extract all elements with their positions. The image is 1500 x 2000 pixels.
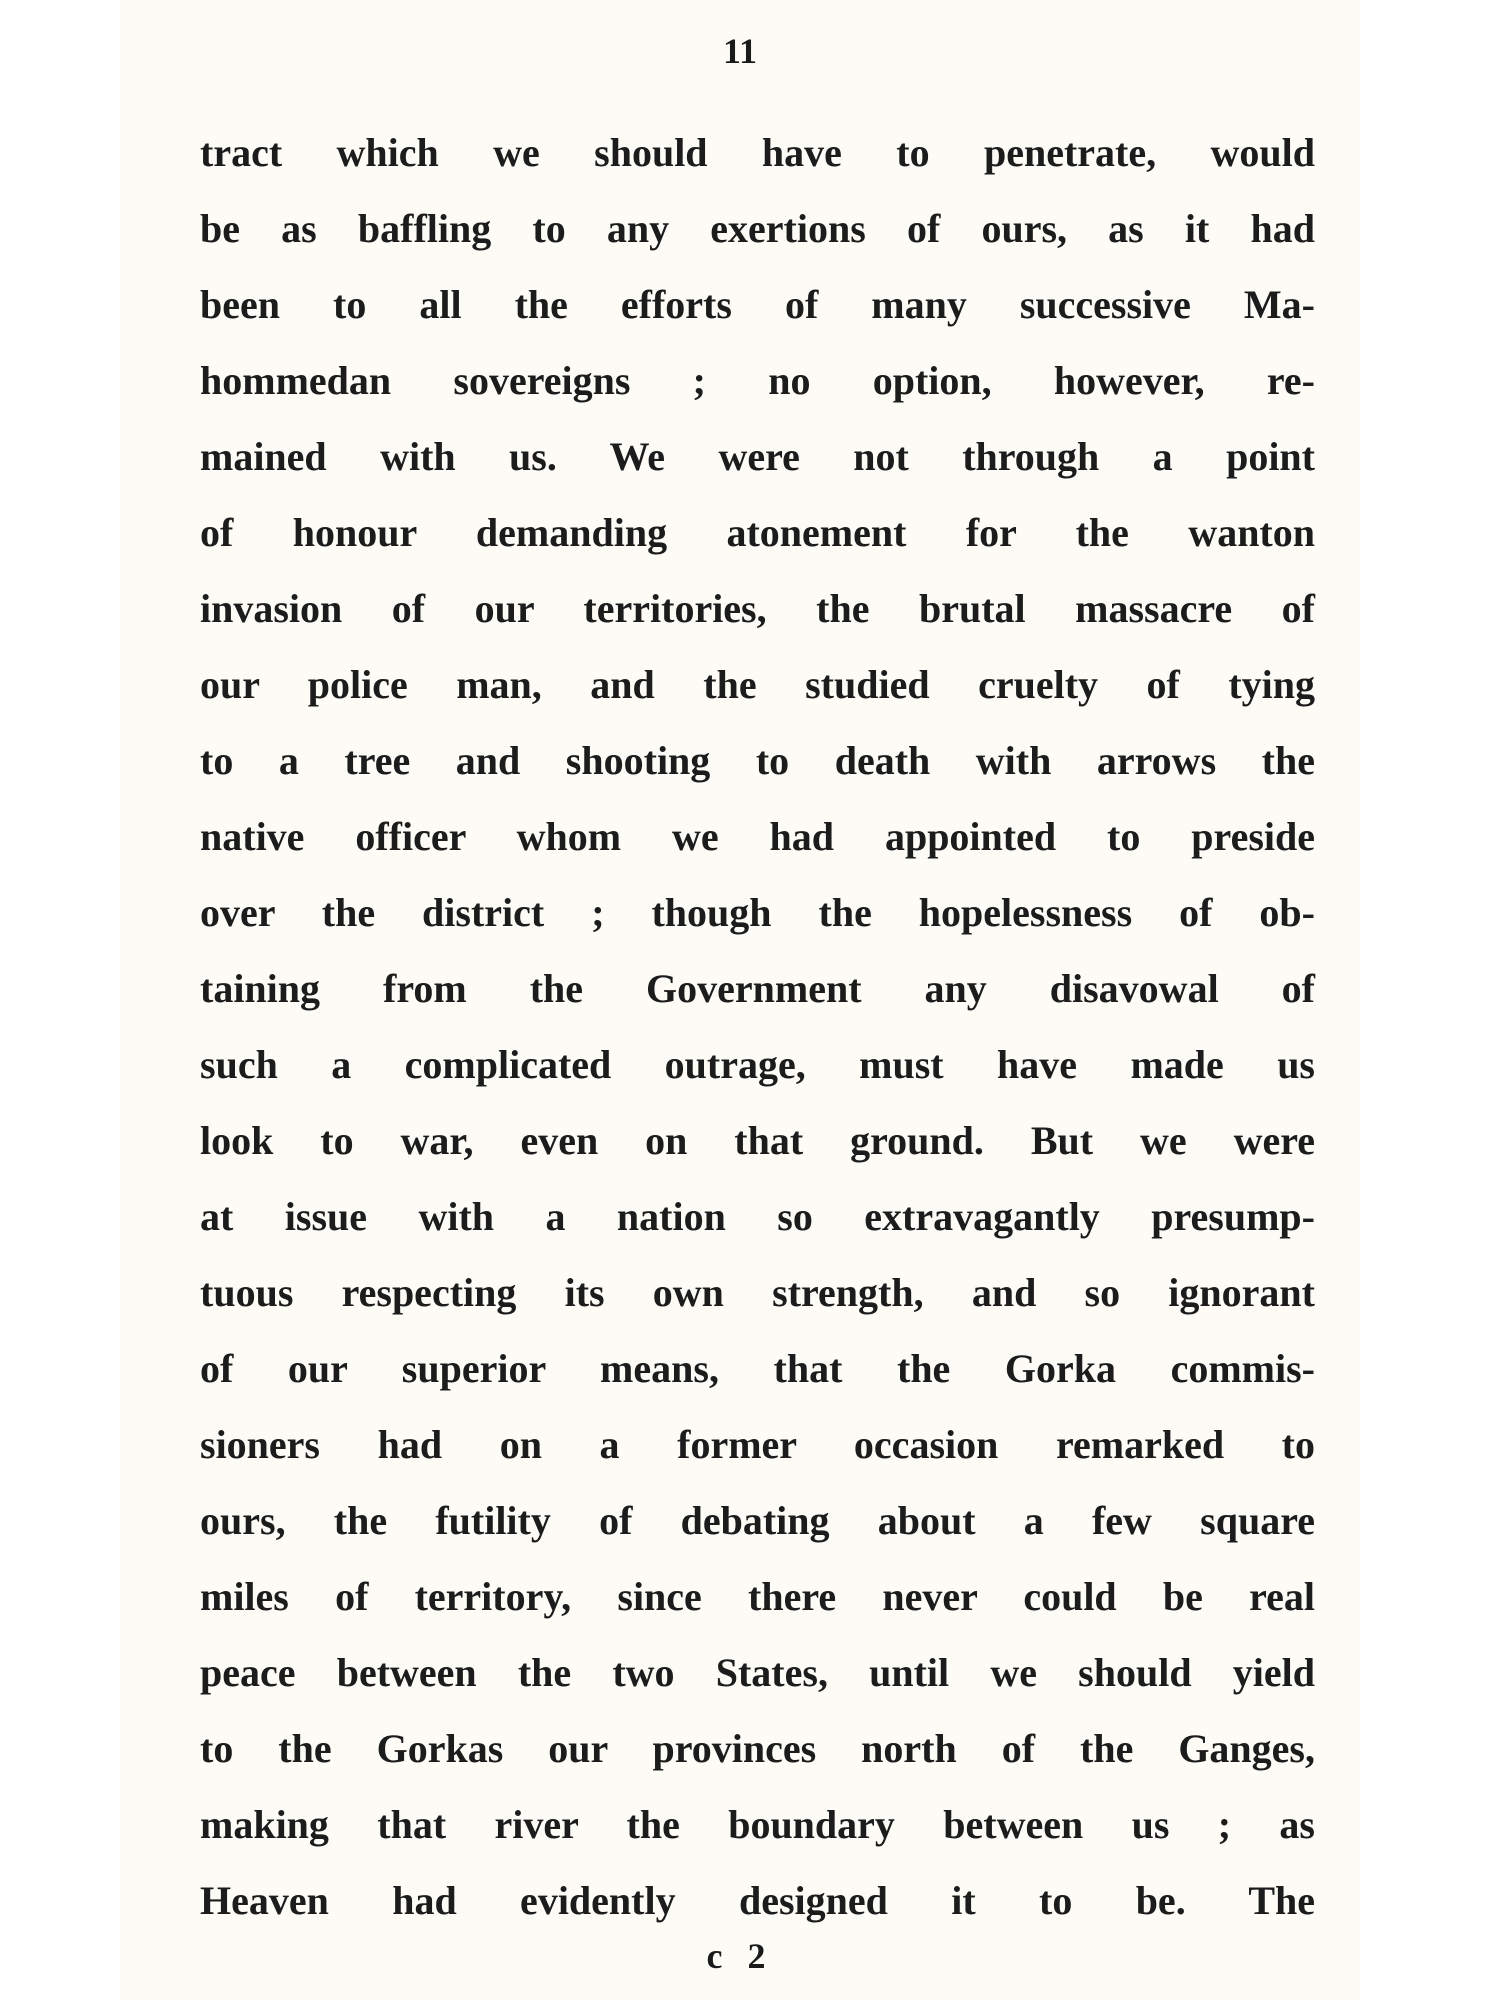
text-line: making that river the boundary between us ; as (200, 1802, 1315, 1847)
text-line: sioners had on a former occasion remarked to (200, 1422, 1315, 1467)
text-line: of honour demanding atonement for the wanton (200, 510, 1315, 555)
signature-mark: c 2 (706, 1936, 774, 1976)
text-line: of our superior means, that the Gorka commis- (200, 1346, 1315, 1391)
text-line: peace between the two States, until we should yield (200, 1650, 1315, 1695)
text-line: taining from the Government any disavowal of (200, 966, 1315, 1011)
text-line: to the Gorkas our provinces north of the Ganges, (200, 1726, 1315, 1771)
text-line: native officer whom we had appointed to preside (200, 814, 1315, 859)
text-line: tuous respecting its own strength, and so ignorant (200, 1270, 1315, 1315)
text-line: at issue with a nation so extravagantly presump- (200, 1194, 1315, 1239)
text-line: over the district ; though the hopelessness of ob- (200, 890, 1315, 935)
text-line: our police man, and the studied cruelty of tying (200, 662, 1315, 707)
text-line: miles of territory, since there never could be real (200, 1574, 1315, 1619)
text-line: Heaven had evidently designed it to be. The (200, 1878, 1315, 1923)
text-line: mained with us. We were not through a point (200, 434, 1315, 479)
text-line: look to war, even on that ground. But we were (200, 1118, 1315, 1163)
text-line: invasion of our territories, the brutal massacre of (200, 586, 1315, 631)
text-line: tract which we should have to penetrate, would (200, 130, 1315, 175)
text-line: ours, the futility of debating about a few square (200, 1498, 1315, 1543)
book-page (120, 0, 1360, 2000)
text-line: been to all the efforts of many successive Ma- (200, 282, 1315, 327)
text-line: such a complicated outrage, must have made us (200, 1042, 1315, 1087)
text-line: hommedan sovereigns ; no option, however, re- (200, 358, 1315, 403)
page-number: 11 (722, 31, 757, 71)
text-line: to a tree and shooting to death with arrows the (200, 738, 1315, 783)
body-text (200, 115, 1440, 1939)
text-line: be as baffling to any exertions of ours, as it had (200, 206, 1315, 251)
